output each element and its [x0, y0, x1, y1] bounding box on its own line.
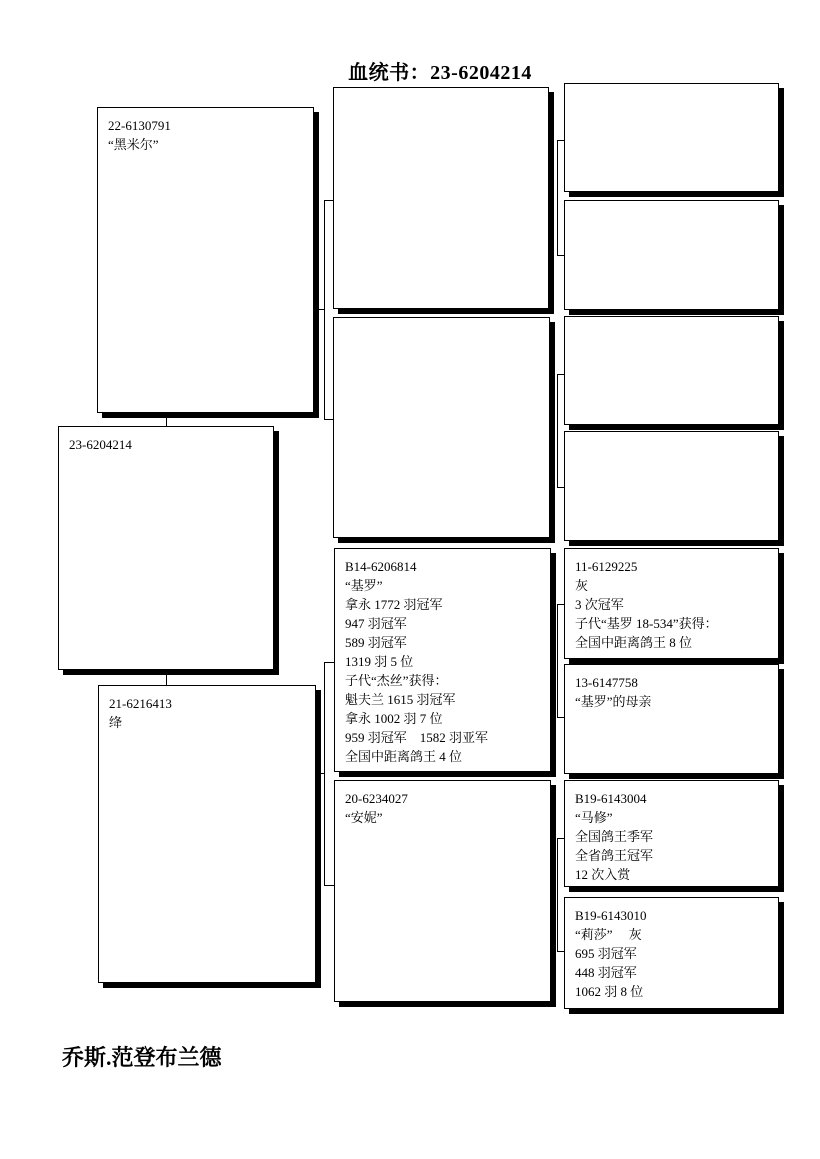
dam-bracket	[324, 662, 334, 886]
gg8-result: 695 羽冠军	[575, 946, 637, 961]
great-grandparent-card-7	[564, 780, 779, 887]
dam-card	[98, 685, 316, 983]
dam-sire-name: “基罗”	[345, 578, 383, 593]
dam-dam-card	[334, 780, 551, 1002]
gg5-offspring-note: 子代“基罗 18-534”获得：	[575, 616, 718, 631]
dam-sire-offspring-note: 子代“杰丝”获得：	[345, 673, 448, 688]
gg7-result: 全国鸽王季军	[575, 829, 654, 844]
dam-color: 绛	[109, 715, 123, 730]
great-grandparent-card-3	[564, 316, 779, 425]
great-grandparent-card-1	[564, 83, 779, 192]
great-grandparent-card-8	[564, 897, 779, 1009]
gg8-result: 448 羽冠军	[575, 965, 637, 980]
dam-dam-ring-number: 20-6234027	[345, 791, 408, 806]
gg7-name: “马修”	[575, 810, 613, 825]
gg5-color: 灰	[575, 578, 589, 593]
gg5-offspring-result: 全国中距离鸽王 8 位	[575, 635, 693, 650]
dam-sire-offspring-result: 959 羽冠军 1582 羽亚军	[345, 730, 489, 745]
subject-ring-number: 23-6204214	[69, 437, 132, 452]
pedigree-title: 血统书：23-6204214	[348, 62, 532, 84]
great-grandparent-card-2	[564, 200, 779, 310]
gg8-result: 1062 羽 8 位	[575, 984, 644, 999]
dam-sire-result: 589 羽冠军	[345, 635, 407, 650]
gg5-ring-number: 11-6129225	[575, 559, 638, 574]
dam-dam-name: “安妮”	[345, 810, 383, 825]
sire-bracket-stem	[314, 309, 324, 310]
dam-sire-ring-number: B14-6206814	[345, 559, 417, 574]
great-grandparent-card-4	[564, 431, 779, 541]
sire-name: “黑米尔”	[108, 137, 159, 152]
sire-card	[97, 107, 314, 413]
dam-sire-result: 947 羽冠军	[345, 616, 407, 631]
gg7-ring-number: B19-6143004	[575, 791, 647, 806]
sire-sire-card	[333, 87, 549, 309]
gg6-ring-number: 13-6147758	[575, 675, 638, 690]
owner-name: 乔斯.范登布兰德	[62, 1045, 222, 1070]
dam-sire-result: 拿永 1772 羽冠军	[345, 597, 443, 612]
great-grandparent-card-5	[564, 548, 779, 659]
sire-ring-number: 22-6130791	[108, 118, 171, 133]
gg8-ring-number: B19-6143010	[575, 908, 647, 923]
dam-sire-offspring-result: 魁夫兰 1615 羽冠军	[345, 692, 456, 707]
gg8-name-color: “莉莎” 灰	[575, 927, 642, 942]
dam-sire-result: 1319 羽 5 位	[345, 654, 414, 669]
gg5-result: 3 次冠军	[575, 597, 624, 612]
dam-sire-offspring-result: 拿永 1002 羽 7 位	[345, 711, 443, 726]
gg7-result: 全省鸽王冠军	[575, 848, 654, 863]
dam-ring-number: 21-6216413	[109, 696, 172, 711]
subject-card	[58, 426, 274, 670]
dam-sire-offspring-result: 全国中距离鸽王 4 位	[345, 749, 463, 764]
dam-sire-card	[334, 548, 551, 772]
great-grandparent-card-6	[564, 664, 779, 774]
sire-dam-card	[333, 317, 550, 538]
gg7-result: 12 次入赏	[575, 867, 631, 882]
dam-bracket-stem	[316, 773, 324, 774]
gg6-note: “基罗”的母亲	[575, 694, 652, 709]
